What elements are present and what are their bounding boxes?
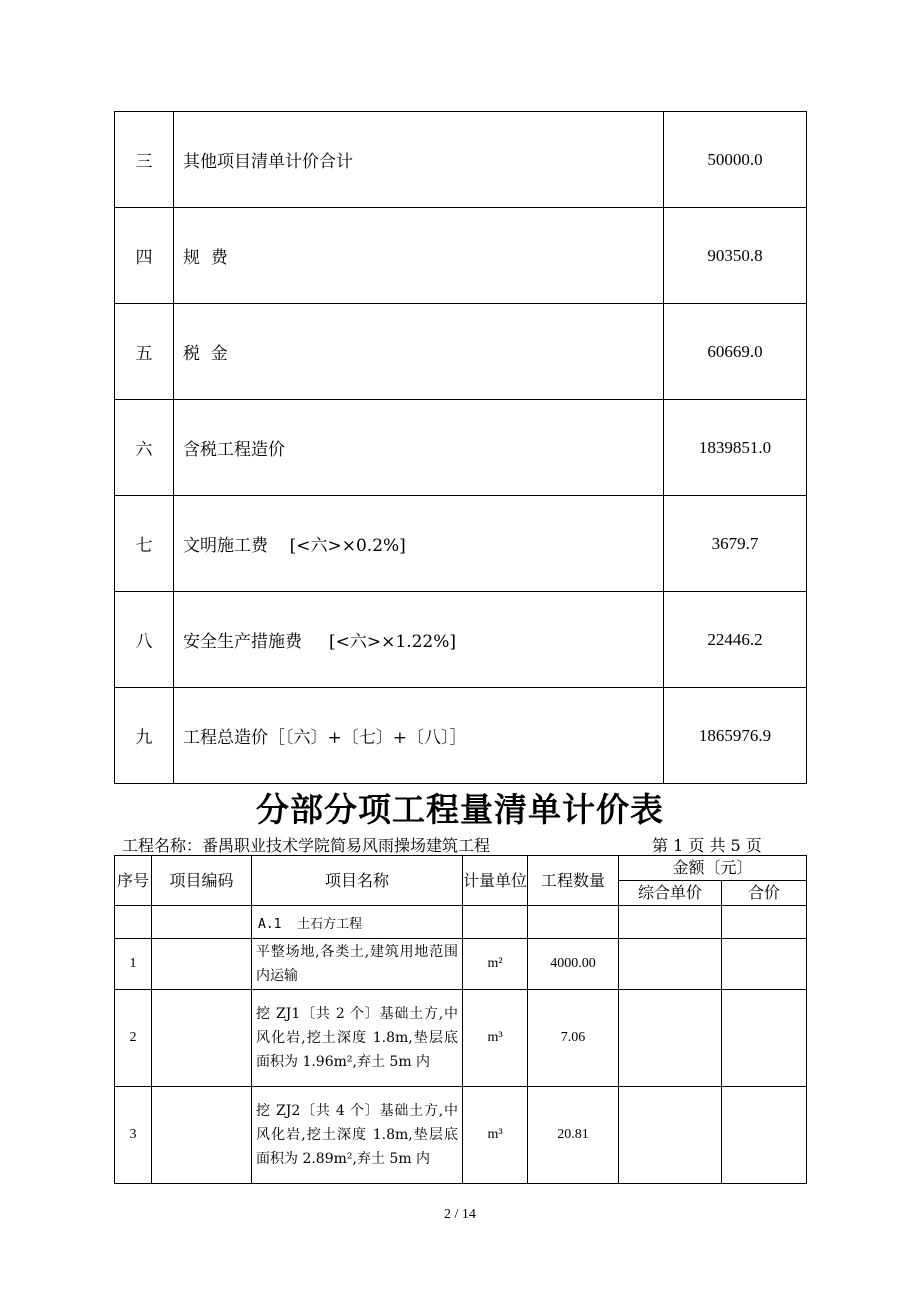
- summary-item-name: 文明施工费 [<六>×0.2%]: [174, 496, 664, 592]
- table-row: [115, 990, 807, 1087]
- header-amount: 金额〔元〕: [619, 856, 807, 881]
- summary-item-name: 规 费: [174, 208, 664, 304]
- bill-of-quantities-table: [114, 855, 807, 1184]
- header-quantity: 工程数量: [528, 856, 619, 906]
- row-total: [722, 990, 807, 1087]
- header-code: 项目编码: [152, 856, 252, 906]
- summary-amount: 50000.0: [664, 112, 807, 208]
- summary-index: 三: [115, 112, 174, 208]
- row-quantity: 20.81: [528, 1087, 619, 1184]
- summary-row: [115, 400, 807, 496]
- summary-amount: 22446.2: [664, 592, 807, 688]
- row-seq: 2: [115, 990, 152, 1087]
- header-name: 项目名称: [252, 856, 463, 906]
- summary-row: [115, 208, 807, 304]
- summary-index: 九: [115, 688, 174, 784]
- summary-amount: 1865976.9: [664, 688, 807, 784]
- header-total: 合价: [722, 881, 807, 906]
- row-seq: 3: [115, 1087, 152, 1184]
- header-unit: 计量单位: [463, 856, 528, 906]
- row-quantity: 4000.00: [528, 939, 619, 990]
- row-unit: m²: [463, 939, 528, 990]
- summary-row: [115, 592, 807, 688]
- row-quantity: 7.06: [528, 990, 619, 1087]
- summary-row: [115, 496, 807, 592]
- summary-amount: 3679.7: [664, 496, 807, 592]
- cost-summary-table: [114, 111, 807, 784]
- row-total: [722, 1087, 807, 1184]
- section-title: A.1 土石方工程: [252, 906, 463, 939]
- summary-item-name: 工程总造价［〔六〕+〔七〕+〔八〕］: [174, 688, 664, 784]
- row-code: [152, 990, 252, 1087]
- row-unit-price: [619, 1087, 722, 1184]
- summary-item-name: 安全生产措施费 [<六>×1.22%]: [174, 592, 664, 688]
- header-unit-price: 综合单价: [619, 881, 722, 906]
- row-name: 挖 ZJ1〔共 2 个〕基础土方,中风化岩,挖土深度 1.8m,垫层底面积为 1.96m²,弃土 5m 内: [252, 990, 463, 1087]
- summary-row: [115, 112, 807, 208]
- section-row: [115, 906, 807, 939]
- row-unit-price: [619, 939, 722, 990]
- summary-row: [115, 304, 807, 400]
- table-row: [115, 939, 807, 990]
- summary-item-name: 税 金: [174, 304, 664, 400]
- row-unit: m³: [463, 990, 528, 1087]
- summary-index: 七: [115, 496, 174, 592]
- summary-amount: 1839851.0: [664, 400, 807, 496]
- row-code: [152, 939, 252, 990]
- summary-amount: 90350.8: [664, 208, 807, 304]
- summary-item-name: 其他项目清单计价合计: [174, 112, 664, 208]
- table-row: [115, 1087, 807, 1184]
- summary-index: 四: [115, 208, 174, 304]
- summary-index: 五: [115, 304, 174, 400]
- summary-index: 八: [115, 592, 174, 688]
- row-name: 挖 ZJ2〔共 4 个〕基础土方,中风化岩,挖土深度 1.8m,垫层底面积为 2.89m²,弃土 5m 内: [252, 1087, 463, 1184]
- row-name: 平整场地,各类土,建筑用地范围内运输: [252, 939, 463, 990]
- row-unit: m³: [463, 1087, 528, 1184]
- header-seq: 序号: [115, 856, 152, 906]
- page-number: 2 / 14: [444, 1207, 476, 1222]
- summary-row: [115, 688, 807, 784]
- bill-title: 分部分项工程量清单计价表: [256, 790, 664, 829]
- row-total: [722, 939, 807, 990]
- row-seq: 1: [115, 939, 152, 990]
- summary-item-name: 含税工程造价: [174, 400, 664, 496]
- page-info: 第 1 页 共 5 页: [652, 836, 762, 855]
- row-code: [152, 1087, 252, 1184]
- project-name: 工程名称：番禺职业技术学院简易风雨操场建筑工程: [122, 836, 491, 855]
- summary-index: 六: [115, 400, 174, 496]
- summary-amount: 60669.0: [664, 304, 807, 400]
- row-unit-price: [619, 990, 722, 1087]
